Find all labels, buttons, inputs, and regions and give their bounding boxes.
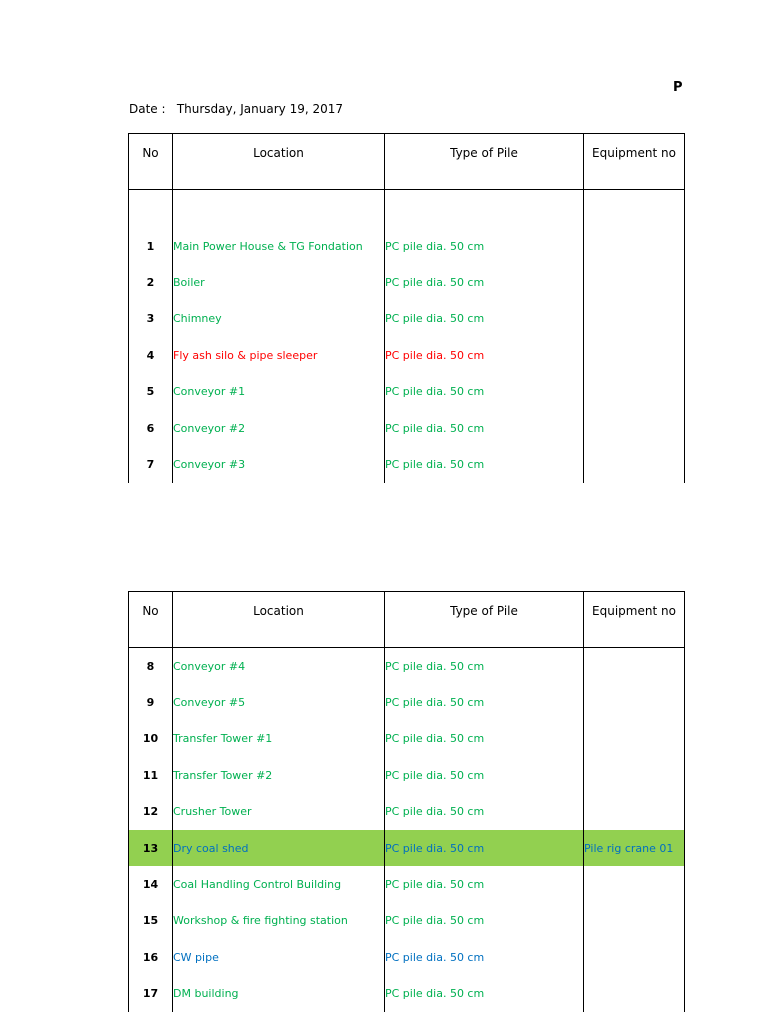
cell-no[interactable]: 8 [129, 648, 173, 685]
cell-location[interactable]: Chimney [173, 301, 385, 337]
cell-equipment-no[interactable] [584, 264, 685, 300]
cell-no[interactable]: 2 [129, 264, 173, 300]
cell-location[interactable]: Coal Handling Control Building [173, 866, 385, 902]
cell-location[interactable]: Crusher Tower [173, 794, 385, 830]
report-date-line [129, 102, 343, 116]
cell-type-of-pile[interactable]: PC pile dia. 50 cm [385, 264, 584, 300]
column-header-equipment-no: Equipment no [584, 134, 685, 190]
table-row[interactable] [129, 903, 685, 939]
cell-equipment-no[interactable] [584, 337, 685, 373]
cell-type-of-pile[interactable]: PC pile dia. 50 cm [385, 374, 584, 410]
cell-location[interactable]: Transfer Tower #2 [173, 757, 385, 793]
cell-type-of-pile[interactable]: PC pile dia. 50 cm [385, 301, 584, 337]
cell-type-of-pile[interactable]: PC pile dia. 50 cm [385, 648, 584, 685]
cell-location[interactable]: Fly ash silo & pipe sleeper [173, 337, 385, 373]
pile-table-page-1 [128, 133, 685, 483]
cell-type-of-pile[interactable]: PC pile dia. 50 cm [385, 794, 584, 830]
cell-no[interactable]: 14 [129, 866, 173, 902]
spacer-cell [584, 190, 685, 229]
cell-equipment-no[interactable] [584, 976, 685, 1012]
table-row[interactable] [129, 446, 685, 482]
cell-location[interactable]: Workshop & fire fighting station [173, 903, 385, 939]
cell-type-of-pile[interactable]: PC pile dia. 50 cm [385, 830, 584, 866]
cell-location[interactable]: Conveyor #2 [173, 410, 385, 446]
cell-equipment-no[interactable] [584, 410, 685, 446]
cell-type-of-pile[interactable]: PC pile dia. 50 cm [385, 684, 584, 720]
cell-location[interactable]: Conveyor #5 [173, 684, 385, 720]
column-header-location: Location [173, 134, 385, 190]
cell-equipment-no[interactable] [584, 301, 685, 337]
table-row[interactable] [129, 648, 685, 685]
cell-location[interactable]: Conveyor #3 [173, 446, 385, 482]
table-row[interactable] [129, 264, 685, 300]
cell-equipment-no[interactable] [584, 374, 685, 410]
cell-equipment-no[interactable] [584, 903, 685, 939]
cell-location[interactable]: Boiler [173, 264, 385, 300]
cell-equipment-no[interactable]: Pile rig crane 01 [584, 830, 685, 866]
cell-location[interactable]: Main Power House & TG Fondation [173, 228, 385, 264]
cell-equipment-no[interactable] [584, 757, 685, 793]
cell-equipment-no[interactable] [584, 721, 685, 757]
cell-no[interactable]: 9 [129, 684, 173, 720]
table-row[interactable] [129, 830, 685, 866]
cell-type-of-pile[interactable]: PC pile dia. 50 cm [385, 337, 584, 373]
cell-no[interactable]: 4 [129, 337, 173, 373]
table-header-row [129, 134, 685, 190]
cell-equipment-no[interactable] [584, 684, 685, 720]
cell-type-of-pile[interactable]: PC pile dia. 50 cm [385, 939, 584, 975]
table-row[interactable] [129, 374, 685, 410]
spacer-cell [173, 190, 385, 229]
date-label: Date : [129, 102, 166, 116]
cell-no[interactable]: 5 [129, 374, 173, 410]
cell-location[interactable]: Conveyor #1 [173, 374, 385, 410]
cell-equipment-no[interactable] [584, 446, 685, 482]
table-row[interactable] [129, 301, 685, 337]
table-row[interactable] [129, 866, 685, 902]
table-2-body [129, 648, 685, 1012]
table-header-row [129, 592, 685, 648]
cell-location[interactable]: CW pipe [173, 939, 385, 975]
cell-type-of-pile[interactable]: PC pile dia. 50 cm [385, 410, 584, 446]
cell-no[interactable]: 16 [129, 939, 173, 975]
table-row[interactable] [129, 939, 685, 975]
column-header-type-of-pile: Type of Pile [385, 134, 584, 190]
column-header-type-of-pile: Type of Pile [385, 592, 584, 648]
cell-no[interactable]: 7 [129, 446, 173, 482]
table-row[interactable] [129, 410, 685, 446]
cell-no[interactable]: 13 [129, 830, 173, 866]
table-row[interactable] [129, 228, 685, 264]
spacer-cell [385, 190, 584, 229]
cell-location[interactable]: Dry coal shed [173, 830, 385, 866]
cell-type-of-pile[interactable]: PC pile dia. 50 cm [385, 228, 584, 264]
cell-no[interactable]: 6 [129, 410, 173, 446]
column-header-location: Location [173, 592, 385, 648]
table-row[interactable] [129, 337, 685, 373]
cell-type-of-pile[interactable]: PC pile dia. 50 cm [385, 721, 584, 757]
cell-type-of-pile[interactable]: PC pile dia. 50 cm [385, 866, 584, 902]
column-header-equipment-no: Equipment no [584, 592, 685, 648]
table-row[interactable] [129, 757, 685, 793]
spacer-cell [129, 190, 173, 229]
spacer-row [129, 190, 685, 229]
cell-type-of-pile[interactable]: PC pile dia. 50 cm [385, 903, 584, 939]
cell-equipment-no[interactable] [584, 939, 685, 975]
table-row[interactable] [129, 684, 685, 720]
cell-type-of-pile[interactable]: PC pile dia. 50 cm [385, 446, 584, 482]
table-row[interactable] [129, 794, 685, 830]
cell-no[interactable]: 12 [129, 794, 173, 830]
cell-equipment-no[interactable] [584, 866, 685, 902]
report-title-fragment: P [673, 80, 683, 95]
cell-location[interactable]: Transfer Tower #1 [173, 721, 385, 757]
table-row[interactable] [129, 721, 685, 757]
cell-no[interactable]: 17 [129, 976, 173, 1012]
table-1-body [129, 190, 685, 483]
pile-table-page-2 [128, 591, 685, 1012]
cell-location[interactable]: Conveyor #4 [173, 648, 385, 685]
column-header-no: No [129, 134, 173, 190]
cell-no[interactable]: 10 [129, 721, 173, 757]
cell-no[interactable]: 11 [129, 757, 173, 793]
cell-no[interactable]: 15 [129, 903, 173, 939]
cell-no[interactable]: 1 [129, 228, 173, 264]
table-row[interactable] [129, 976, 685, 1012]
cell-location[interactable]: DM building [173, 976, 385, 1012]
cell-type-of-pile[interactable]: PC pile dia. 50 cm [385, 757, 584, 793]
cell-no[interactable]: 3 [129, 301, 173, 337]
cell-equipment-no[interactable] [584, 228, 685, 264]
cell-type-of-pile[interactable]: PC pile dia. 50 cm [385, 976, 584, 1012]
date-value: Thursday, January 19, 2017 [176, 102, 343, 116]
cell-equipment-no[interactable] [584, 648, 685, 685]
column-header-no: No [129, 592, 173, 648]
cell-equipment-no[interactable] [584, 794, 685, 830]
